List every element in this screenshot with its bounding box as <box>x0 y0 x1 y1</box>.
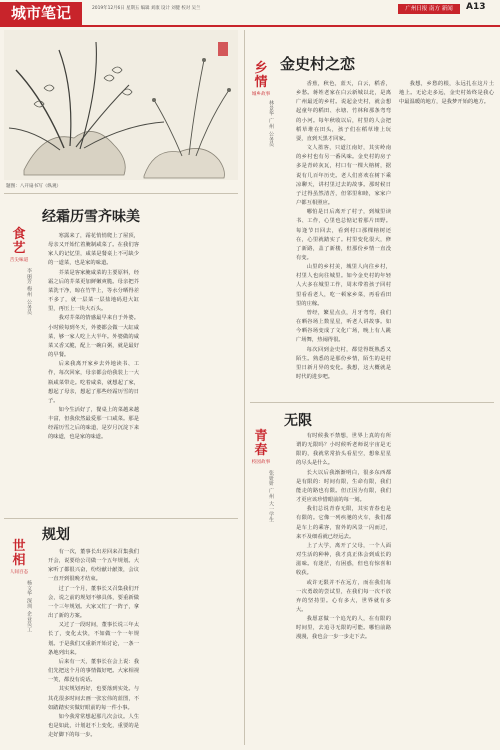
article-title-old-taste: 经霜历雪齐味美 <box>42 209 140 225</box>
painting-caption: 题图：八开扇书写（纵观） <box>6 184 62 189</box>
article-title-golden-village: 金史村之恋 <box>280 55 356 73</box>
divider-under-painting <box>4 193 238 194</box>
article-title-no-limit: 无限 <box>284 413 312 429</box>
column-divider <box>244 30 245 745</box>
section-title: 城市笔记 <box>0 2 82 25</box>
article-body-old-taste: 寒露来了，霜花悄悄爬上了屋顶，母亲又开始忙着腌制咸菜了。在我们客家人的记忆里，咸菜是餐桌上不可缺少的一道菜，也是家的味道。 芥菜是客家腌咸菜的主要原料，经霜之后的芥菜更加鲜嫩爽脆。母亲把芥菜洗干净，晾在竹竿上，等水分晒得差不多了，就一层菜一层盐地码进大缸里，再压上一块大石头。 我对芥菜的情感最早来自于外婆。小时候每到冬天，外婆都会做一大缸咸菜，够一家人吃上大半年。外婆做的咸菜又香又脆，配上一碗白粥，就是最好的早餐。 后来我离开家乡去外地读书、工作，每次回家，母亲都会给我装上一大瓶咸菜带走。吃着咸菜，就想起了家，想起了母亲，想起了那些经霜历雪的日子。 如今生活好了，餐桌上的菜越来越丰富，但我依然最爱那一口咸菜。那是经霜历雪之后的味道，是岁月沉淀下来的味道，也是家的味道。 <box>48 233 139 441</box>
header-rule <box>0 25 500 27</box>
byline-golden-village: 林景华 广州 公务员 <box>268 100 274 148</box>
byline-no-limit: 张妍妍 广州 大一学生 <box>268 470 274 523</box>
article-body-planning: 有一次，董事长出差回来召集我们开会，说要给公司做一个五年规划。大家听了都很兴奋，纷纷献计献策，会议一直开到很晚才结束。 过了一个月，董事长又召集我们开会，说之前的规划不够具体，要重新做一个三年规划。大家又忙了一阵子，拿出了新的方案。 又过了一段时间，董事长说三年太长了，变化太快，不如做一个一年规划。于是我们又重新开始讨论，一条一条地列出来。 后来有一天，董事长在会上说：我们先把这个月的事情做好吧。大家相视一笑，都没有说话。 其实规划再好，也要落到实处。与其花很多时间去画一张宏伟的蓝图，不如踏踏实实做好眼前的每一件小事。 如今我常常想起那几次会议。人生也是如此，计划赶不上变化，重要的是走好脚下的每一步。 <box>48 549 139 739</box>
orchid-illustration <box>4 30 238 180</box>
article-body-golden-village: 香蕉，秋色，蓝天，白云，稻香，乡愁。蒋姓老家在白云新城以北，是离广州最近的乡村。说起金史村，就会想起童年的稻田、水塘、竹林和那条弯弯的小河。每年秋收以后，村里的人会把稻草堆在田头，孩子们在稻草堆上玩耍，直到天黑才回家。 文人墨客，只道江南好，其实岭南的乡村也有另一番风味。金史村的房子多是青砖灰瓦，村口有一棵大榕树，据说有几百年历史。老人们喜欢在树下乘凉聊天，讲村里过去的故事。那时候日子过得虽然清苦，但邻里和睦，家家户户都互相照应。 哪怕是日后离开了村子，到城里读书、工作，心里也总惦记着那片田野。每逢节日回去，看到村口那棵榕树还在，心里就踏实了。村里变化很大，修了新路，盖了新楼，但那份乡情一直没有变。 山里的乡村美，城里人向往乡村，村里人也向往城里。如今金史村的年轻人大多在城里工作，周末带着孩子回村里看看老人，吃一顿家乡菜，再看看田里的庄稼。 曾经，繁星点点，月牙弯弯，我们在晒谷场上数星星，听老人讲故事。如今晒谷场变成了文化广场，晚上有人跳广场舞，热闹得很。 每次回到金史村，都觉得既熟悉又陌生。熟悉的是那份乡情，陌生的是村里日新月异的变化。我想，这大概就是时代的进步吧。 我想，乡愁的根，永远扎在这片土地上。无论走多远，金史村始终是我心中最温暖的地方，是我梦开始的地方。 <box>296 81 494 380</box>
divider-right-middle <box>250 402 494 403</box>
byline-old-taste: 李丽芳 梅州 公务员 <box>26 268 32 316</box>
paper-badge: 广州日报 南方 新闻 <box>398 4 460 14</box>
tag-homeland: 乡 情 城乡故事 <box>251 61 271 97</box>
article-body-no-limit: 有时候我不禁想，世界上真的有所谓的无限吗？小时候听老师说宇宙是无限的，我就常常抬头看星空，想象星星的尽头是什么。 长大以后我渐渐明白，很多东西都是有限的：时间有限，生命有限，我们能走的路也有限。但正因为有限，我们才更应该珍惜眼前的每一刻。 我们总说青春无限，其实青春也是有限的。它像一列疾驰的火车，我们都是车上的乘客，窗外的风景一闪而过，来不及细看就已经远去。 上了大学，离开了父母，一个人面对生活的种种，我才真正体会到成长的滋味。有迷茫，有困惑，但也有惊喜和收获。 或许无限并不在远方，而在我们每一次勇敢的尝试里，在我们每一次不放弃的坚持里。心有多大，世界就有多大。 我愿意做一个追光的人，在有限的时间里，去追寻无限的可能。哪怕前路漫漫，我也会一步一步走下去。 <box>296 433 391 641</box>
tag-food: 食 艺 舌尖味道 <box>9 227 29 263</box>
ink-orchid-painting <box>4 30 238 180</box>
tag-youth: 青 春 校园故事 <box>251 429 271 465</box>
page-number: A13 <box>466 2 486 12</box>
masthead <box>0 0 500 27</box>
article-title-planning: 规划 <box>42 527 70 543</box>
tag-society: 世 相 人间百态 <box>9 539 29 575</box>
divider-left-middle <box>4 518 238 519</box>
issue-info: 2019年12月6日 星期五 编辑 刘康 设计 刘健 校对 吴兰 <box>92 6 201 11</box>
byline-planning: 杨文华 深圳 企业员工 <box>26 580 32 633</box>
